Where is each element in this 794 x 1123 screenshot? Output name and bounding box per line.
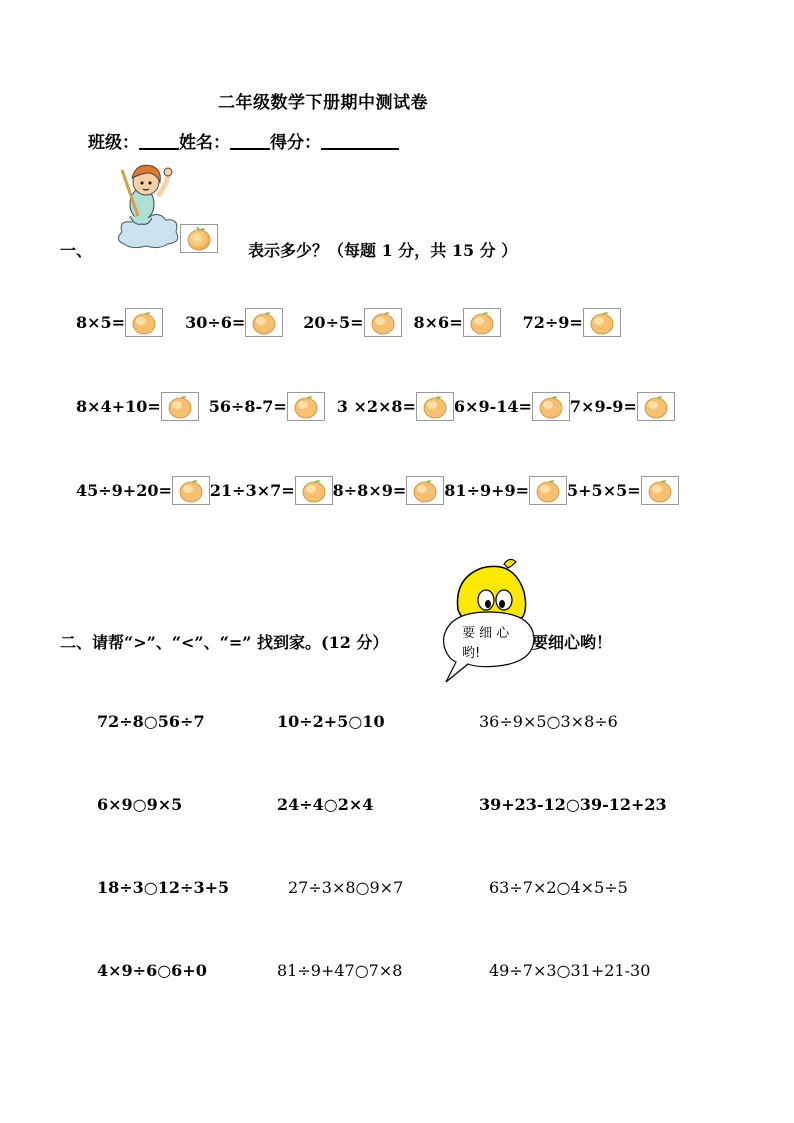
section2-instruction: 二、请帮“>”、“<”、“=” 找到家。(12 分） — [60, 633, 389, 652]
class-label: 班级： — [88, 133, 139, 153]
peach-answer-box[interactable] — [529, 476, 567, 505]
equation: 8÷8×9= — [332, 481, 407, 500]
score-blank[interactable] — [321, 132, 399, 150]
equation: 7×9-9= — [569, 397, 637, 416]
peach-answer-box[interactable] — [125, 308, 163, 337]
peach-answer-box[interactable] — [287, 392, 325, 421]
equation-row — [76, 476, 679, 505]
equation: 30÷6= — [185, 313, 246, 332]
equation: 56÷8-7= — [208, 397, 287, 416]
section1-instruction: 表示多少？（每题 1 分，共 15 分 ） — [248, 241, 518, 260]
comparison-problem[interactable]: 18÷3○12÷3+5 — [97, 878, 230, 897]
speech-bubble-line1: 要 细 心 — [462, 626, 510, 641]
peach-answer-box[interactable] — [406, 476, 444, 505]
equation: 3 ×2×8= — [336, 397, 416, 416]
equation: 21÷3×7= — [209, 481, 295, 500]
comparison-problem[interactable]: 72÷8○56÷7 — [97, 712, 205, 731]
comparison-problem[interactable]: 63÷7×2○4×5÷5 — [489, 878, 628, 897]
equation: 20÷5= — [303, 313, 364, 332]
equation: 5+5×5= — [567, 481, 641, 500]
comparison-problem[interactable]: 27÷3×8○9×7 — [288, 878, 404, 897]
class-blank[interactable] — [139, 132, 179, 150]
equation-row — [76, 392, 675, 421]
peach-answer-box[interactable] — [583, 308, 621, 337]
student-info-line — [88, 128, 399, 153]
peach-answer-box[interactable] — [463, 308, 501, 337]
equation: 8×4+10= — [76, 397, 161, 416]
comparison-problem[interactable]: 6×9○9×5 — [97, 795, 183, 814]
comparison-problem[interactable]: 81÷9+47○7×8 — [277, 961, 403, 980]
peach-answer-box[interactable] — [532, 392, 570, 421]
speech-bubble-shape — [440, 608, 540, 686]
equation: 81÷9+9= — [444, 481, 530, 500]
score-label: 得分： — [270, 133, 321, 153]
equation: 6×9-14= — [453, 397, 532, 416]
section2-reminder: 要细心哟！ — [532, 633, 613, 652]
boy-on-cloud-illustration — [112, 156, 184, 252]
section1-number: 一、 — [60, 241, 93, 260]
comparison-problem[interactable]: 4×9÷6○6+0 — [97, 961, 207, 980]
comparison-problem[interactable]: 36÷9×5○3×8÷6 — [479, 712, 618, 731]
equation: 45÷9+20= — [76, 481, 172, 500]
equation: 8×6= — [413, 313, 463, 332]
peach-answer-box[interactable] — [172, 476, 210, 505]
equation: 72÷9= — [522, 313, 583, 332]
speech-bubble-line2: 哟! — [462, 646, 481, 661]
peach-answer-box[interactable] — [161, 392, 199, 421]
peach-icon — [180, 224, 218, 253]
peach-answer-box[interactable] — [641, 476, 679, 505]
name-blank[interactable] — [230, 132, 270, 150]
peach-answer-box[interactable] — [637, 392, 675, 421]
peach-answer-box[interactable] — [295, 476, 333, 505]
equation-row — [76, 308, 621, 337]
comparison-problem[interactable]: 10÷2+5○10 — [277, 712, 385, 731]
comparison-problem[interactable]: 39+23-12○39-12+23 — [479, 795, 667, 814]
peach-answer-box[interactable] — [364, 308, 402, 337]
comparison-problem[interactable]: 49÷7×3○31+21-30 — [489, 961, 651, 980]
peach-answer-box[interactable] — [416, 392, 454, 421]
comparison-problem[interactable]: 24÷4○2×4 — [277, 795, 374, 814]
equation: 8×5= — [76, 313, 126, 332]
peach-answer-box[interactable] — [245, 308, 283, 337]
name-label: 姓名： — [179, 133, 230, 153]
page-title: 二年级数学下册期中测试卷 — [218, 93, 428, 113]
